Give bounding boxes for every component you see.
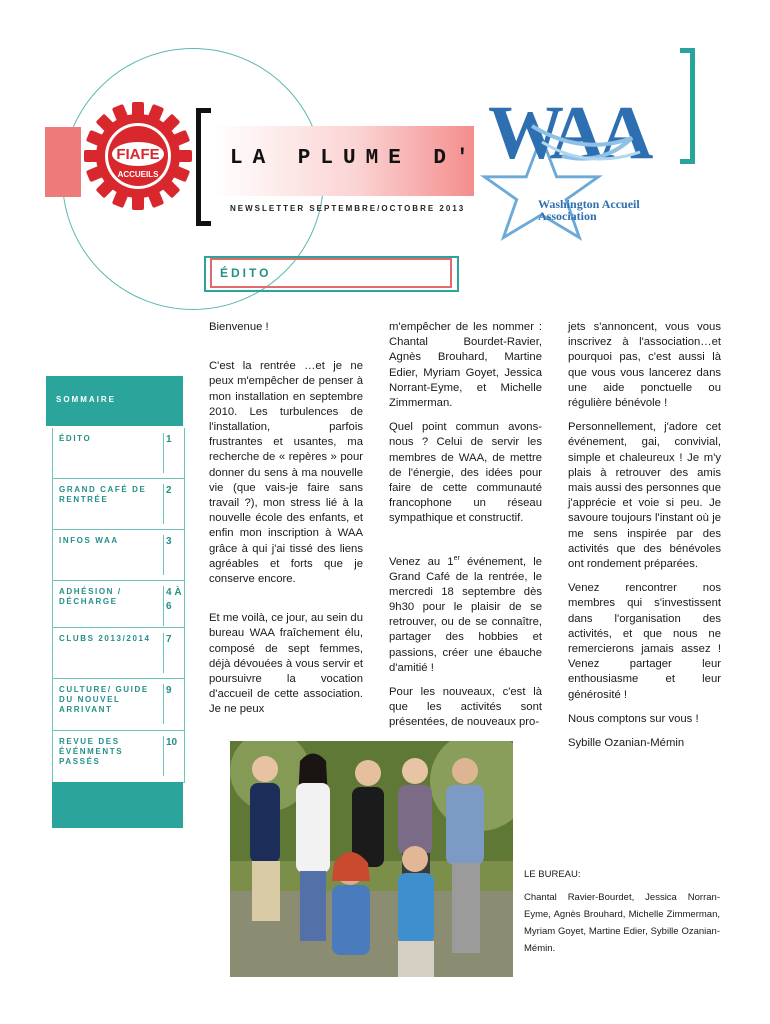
left-bracket bbox=[196, 108, 211, 226]
toc-row[interactable] bbox=[53, 628, 184, 679]
toc-label: GRAND CAFÉ DE RENTRÉE bbox=[59, 485, 147, 504]
toc-label: CLUBS 2013/2014 bbox=[59, 634, 151, 643]
svg-text:Washington Accueil: Washington Accueil bbox=[538, 197, 640, 211]
toc-label: REVUE DES ÉVÉNMENTS PASSÉS bbox=[59, 737, 124, 766]
paragraph-text: Venez au 1 bbox=[389, 555, 454, 568]
toc-page: 2 bbox=[163, 484, 186, 524]
toc-page: 7 bbox=[163, 633, 186, 673]
newsletter-subtitle: NEWSLETTER SEPTEMBRE/OCTOBRE 2013 bbox=[230, 204, 466, 213]
paragraph: Personnellement, j'adore cet événement, gai, convivial, simple et chaleureux ! Je m'y plais à retrouver des amis mais aussi des personnes que j'apprécie et voie si peu. Je savoure toujours l'instant où je me sens inspirée par des activités que des bénévoles ont rondement préparées. bbox=[568, 421, 721, 571]
toc-label: INFOS WAA bbox=[59, 536, 119, 545]
paragraph: Quel point commun avons-nous ? Celui de servir les membres de WAA, de mettre de l'énergie, des idées pour faire de cette communauté francophone un réseau sympathique et constructif. bbox=[389, 421, 542, 525]
svg-text:ACCUEILS: ACCUEILS bbox=[117, 170, 159, 179]
paragraph: m'empêcher de les nommer : Chantal Bourdet-Ravier, Agnès Brouhard, Martine Edier, Myriam Goyet, Jessica Norrant-Eyme, et Michelle Zimmerman. bbox=[389, 321, 542, 410]
section-title: ÉDITO bbox=[220, 266, 272, 280]
waa-logo bbox=[472, 86, 702, 254]
paragraph bbox=[389, 551, 542, 676]
toc-page: 9 bbox=[163, 684, 186, 724]
caption-names: Chantal Ravier-Bourdet, Jessica Norran-Eyme, Agnès Brouhard, Michelle Zimmerman, Myriam Goyet, Martine Edier, Sybille Ozanian-Mémin. bbox=[524, 892, 720, 954]
toc-label: ADHÉSION / DÉCHARGE bbox=[59, 587, 122, 606]
group-photo bbox=[230, 741, 513, 977]
edito-column-3 bbox=[568, 320, 721, 760]
toc-label: ÉDITO bbox=[59, 434, 92, 443]
paragraph: Pour les nouveaux, c'est là que les activités sont présentées, de nouveaux pro- bbox=[389, 686, 542, 729]
toc-label: CULTURE/ GUIDE DU NOUVEL ARRIVANT bbox=[59, 685, 149, 714]
pink-accent-block bbox=[45, 127, 81, 197]
svg-text:WAA: WAA bbox=[488, 91, 648, 175]
sommaire-footer bbox=[52, 782, 183, 828]
svg-text:Association: Association bbox=[538, 209, 597, 223]
toc-row[interactable] bbox=[53, 731, 184, 781]
fiafe-logo bbox=[82, 100, 194, 212]
toc-page: 10 bbox=[163, 736, 186, 776]
toc-row[interactable] bbox=[53, 581, 184, 628]
sommaire-title: SOMMAIRE bbox=[56, 395, 116, 404]
newsletter-title: LA PLUME D' bbox=[230, 147, 479, 170]
svg-text:FIAFE: FIAFE bbox=[116, 146, 160, 163]
toc-page: 1 bbox=[163, 433, 186, 473]
sommaire-header bbox=[46, 376, 183, 426]
toc-row[interactable] bbox=[53, 679, 184, 731]
sommaire-table bbox=[52, 428, 185, 783]
caption-title: LE BUREAU: bbox=[524, 869, 581, 880]
signature: Sybille Ozanian-Mémin bbox=[568, 737, 685, 750]
edito-column-1 bbox=[209, 320, 363, 727]
paragraph-text: événement, le Grand Café de la rentrée, le mercredi 18 septembre dès 9h30 pour le plaisir de se retrouver, ou de se connaître, partager des hobbies et passions, créer une ébauche d'amitié ! bbox=[389, 555, 542, 674]
paragraph: jets s'annoncent, vous vous inscrivez à l'association…et pourquoi pas, c'est aussi là que vous vous lancerez dans une aide ponctuelle ou régulière bénévole ! bbox=[568, 321, 721, 410]
toc-page: 4 À 6 bbox=[163, 586, 184, 626]
paragraph: Et me voilà, ce jour, au sein du bureau WAA fraîchement élu, composé de sept femmes, déjà dévouées à vous servir et poursuivre la vocation d'accueil de cette association. Je ne peux bbox=[209, 612, 363, 716]
superscript: er bbox=[453, 554, 460, 562]
toc-page: 3 bbox=[163, 535, 186, 575]
photo-caption bbox=[524, 866, 720, 957]
edito-column-2 bbox=[389, 320, 542, 740]
paragraph: C'est la rentrée …et je ne peux m'empêcher de penser à mon installation en septembre 2010. Les turbulences de l'installation, parfois frustrantes et usantes, ma recherche de « repères » pour donner du sens à ma nouvelle vie (que vais-je faire sans travail ?), mon stress lié à la nouvelle école des enfants, et enfin mon inscription à WAA grâce à qui j'ai tissé des liens agréables et forts que je conserve encore. bbox=[209, 360, 363, 586]
toc-row[interactable] bbox=[53, 428, 184, 479]
toc-row[interactable] bbox=[53, 479, 184, 530]
paragraph: Nous comptons sur vous ! bbox=[568, 712, 699, 725]
paragraph: Bienvenue ! bbox=[209, 321, 269, 333]
toc-row[interactable] bbox=[53, 530, 184, 581]
paragraph: Venez rencontrer nos membres qui s'investissent dans l'organisation des activités, et que nous ne remercierons jamais assez ! Venez partager leur enthousiasme et leur générosité ! bbox=[568, 582, 721, 701]
